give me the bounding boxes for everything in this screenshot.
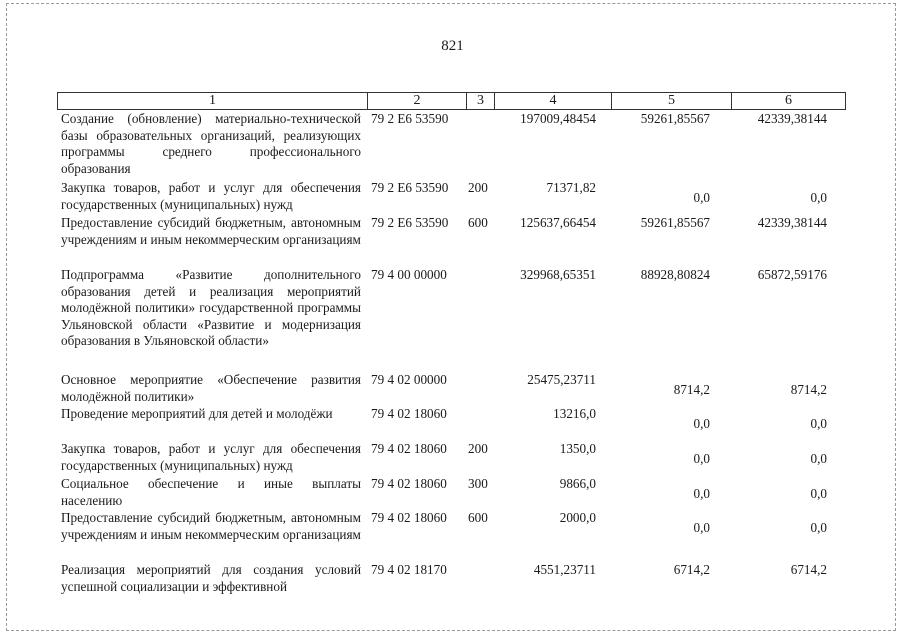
- row-value-4: 4551,23711: [533, 562, 596, 577]
- row-name: Предоставление субсидий бюджетным, автономным учреждениям и иным некоммерческим организациям: [61, 215, 361, 247]
- column-header-5: 5: [611, 92, 731, 110]
- row-code: 79 4 02 18060: [371, 510, 447, 525]
- row-value-5: 88928,80824: [640, 267, 710, 282]
- row-value-6: 42339,38144: [757, 215, 827, 230]
- row-value-6: 0,0: [810, 451, 827, 466]
- row-vr: 200: [468, 441, 488, 456]
- row-value-6: 0,0: [810, 486, 827, 501]
- row-value-4: 2000,0: [559, 510, 596, 525]
- row-code: 79 4 02 00000: [371, 372, 447, 387]
- row-vr: 300: [468, 476, 488, 491]
- row-value-5: 0,0: [693, 486, 710, 501]
- row-name: Закупка товаров, работ и услуг для обеспечения государственных (муниципальных) нужд: [61, 180, 361, 212]
- row-value-6: 8714,2: [790, 382, 827, 397]
- row-code: 79 2 E6 53590: [371, 180, 449, 195]
- row-value-5: 59261,85567: [640, 111, 710, 126]
- row-vr: 600: [468, 215, 488, 230]
- row-code: 79 4 02 18060: [371, 476, 447, 491]
- row-code: 79 2 E6 53590: [371, 111, 449, 126]
- row-value-6: 42339,38144: [757, 111, 827, 126]
- row-value-4: 71371,82: [546, 180, 596, 195]
- row-value-6: 0,0: [810, 416, 827, 431]
- row-value-5: 0,0: [693, 520, 710, 535]
- column-header-1: 1: [57, 92, 367, 110]
- row-name: Закупка товаров, работ и услуг для обеспечения государственных (муниципальных) нужд: [61, 441, 361, 473]
- row-value-6: 0,0: [810, 520, 827, 535]
- row-code: 79 4 02 18170: [371, 562, 447, 577]
- column-header-4: 4: [494, 92, 611, 110]
- row-value-4: 25475,23711: [527, 372, 596, 387]
- row-vr: 200: [468, 180, 488, 195]
- page-number: 821: [441, 38, 464, 54]
- row-value-5: 59261,85567: [640, 215, 710, 230]
- row-value-4: 329968,65351: [520, 267, 596, 282]
- row-code: 79 4 02 18060: [371, 441, 447, 456]
- row-value-6: 0,0: [810, 190, 827, 205]
- row-value-4: 197009,48454: [520, 111, 596, 126]
- row-value-4: 1350,0: [559, 441, 596, 456]
- row-value-5: 0,0: [693, 190, 710, 205]
- row-name: Реализация мероприятий для создания условий успешной социализации и эффективной: [61, 562, 361, 594]
- row-value-4: 125637,66454: [520, 215, 596, 230]
- row-name: Создание (обновление) материально-технической базы образовательных организаций, реализующих программы среднего профессионального образования: [61, 111, 361, 176]
- row-value-4: 13216,0: [553, 406, 596, 421]
- row-name: Подпрограмма «Развитие дополнительного образования детей и реализация мероприятий молодёжной политики» государственной программы Ульяновской области «Развитие и модернизация образования в Ульяновской области»: [61, 267, 361, 349]
- row-code: 79 4 02 18060: [371, 406, 447, 421]
- column-header-2: 2: [367, 92, 466, 110]
- row-name: Социальное обеспечение и иные выплаты населению: [61, 476, 361, 508]
- row-code: 79 4 00 00000: [371, 267, 447, 282]
- row-value-4: 9866,0: [559, 476, 596, 491]
- row-value-5: 8714,2: [673, 382, 710, 397]
- row-vr: 600: [468, 510, 488, 525]
- row-code: 79 2 E6 53590: [371, 215, 449, 230]
- row-value-5: 0,0: [693, 451, 710, 466]
- row-name: Проведение мероприятий для детей и молодёжи: [61, 406, 333, 421]
- row-value-5: 0,0: [693, 416, 710, 431]
- row-value-6: 6714,2: [790, 562, 827, 577]
- row-value-5: 6714,2: [673, 562, 710, 577]
- column-header-6: 6: [731, 92, 846, 110]
- row-name: Предоставление субсидий бюджетным, автономным учреждениям и иным некоммерческим организациям: [61, 510, 361, 542]
- row-name: Основное мероприятие «Обеспечение развития молодёжной политики»: [61, 372, 361, 404]
- row-value-6: 65872,59176: [757, 267, 827, 282]
- column-header-3: 3: [466, 92, 494, 110]
